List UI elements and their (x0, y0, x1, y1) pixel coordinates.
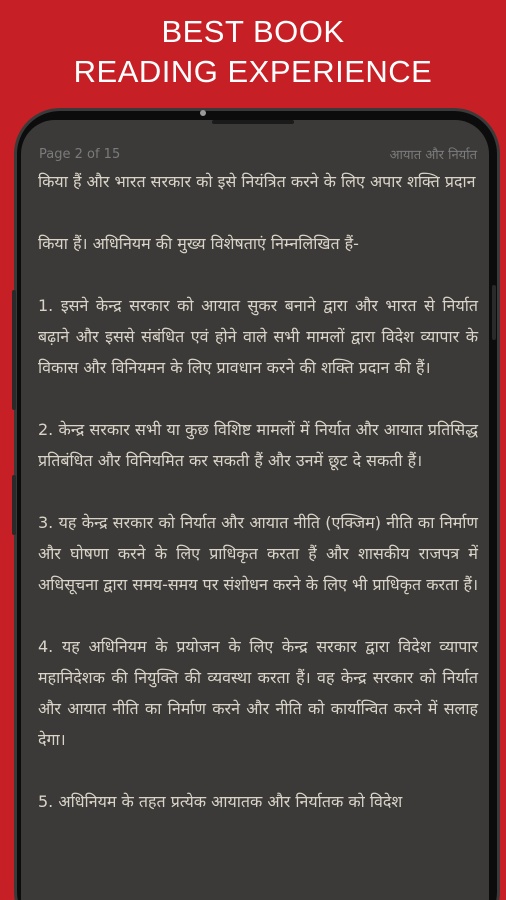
paragraph: किया हैं और भारत सरकार को इसे नियंत्रित करने के लिए अपार शक्ति प्रदान (38, 172, 476, 191)
volume-button (12, 290, 16, 410)
chapter-title: आयात और निर्यात (389, 148, 477, 163)
promo-headline (0, 12, 506, 92)
promo-line-2: READING EXPERIENCE (73, 54, 433, 89)
reader-screen[interactable] (21, 120, 489, 900)
promo-line-1: BEST BOOK (161, 14, 345, 49)
phone-notch (212, 120, 294, 124)
reader-header (39, 145, 477, 163)
paragraph: 1. इसने केन्द्र सरकार को आयात सुकर बनाने द्वारा और भारत से निर्यात बढ़ाने और इससे संबंधित एवं होने वाले सभी मामलों द्वारा विदेश व्यापार के विकास और विनियमन के लिए प्रावधान करने की शक्ति प्रदान की हैं। (38, 296, 478, 377)
reader-content[interactable] (38, 166, 478, 848)
power-button (492, 285, 496, 340)
paragraph: 4. यह अधिनियम के प्रयोजन के लिए केन्द्र सरकार द्वारा विदेश व्यापार महानिदेशक की नियुक्ति की व्यवस्था करता हैं। वह केन्द्र सरकार को निर्यात और आयात नीति का निर्माण करने और नीति को कार्यान्वित करने में सलाह देगा। (38, 637, 478, 749)
paragraph: किया हैं। अधिनियम की मुख्य विशेषताएं निम्नलिखित हैं- (38, 234, 359, 253)
camera-dot (200, 110, 206, 116)
paragraph: 3. यह केन्द्र सरकार को निर्यात और आयात नीति (एक्जिम) नीति का निर्माण और घोषणा करने के लिए प्राधिकृत करता हैं और शासकीय राजपत्र में अधिसूचना द्वारा समय-समय पर संशोधन करने के लिए भी प्राधिकृत करता हैं। (38, 513, 479, 594)
paragraph: 5. अधिनियम के तहत प्रत्येक आयातक और निर्यातक को विदेश (38, 792, 403, 811)
side-button (12, 475, 16, 535)
page-indicator: Page 2 of 15 (39, 146, 121, 162)
paragraph: 2. केन्द्र सरकार सभी या कुछ विशिष्ट मामलों में निर्यात और आयात प्रतिसिद्ध प्रतिबंधित और विनियमित कर सकती हैं और उनमें छूट दे सकती हैं। (38, 420, 478, 470)
